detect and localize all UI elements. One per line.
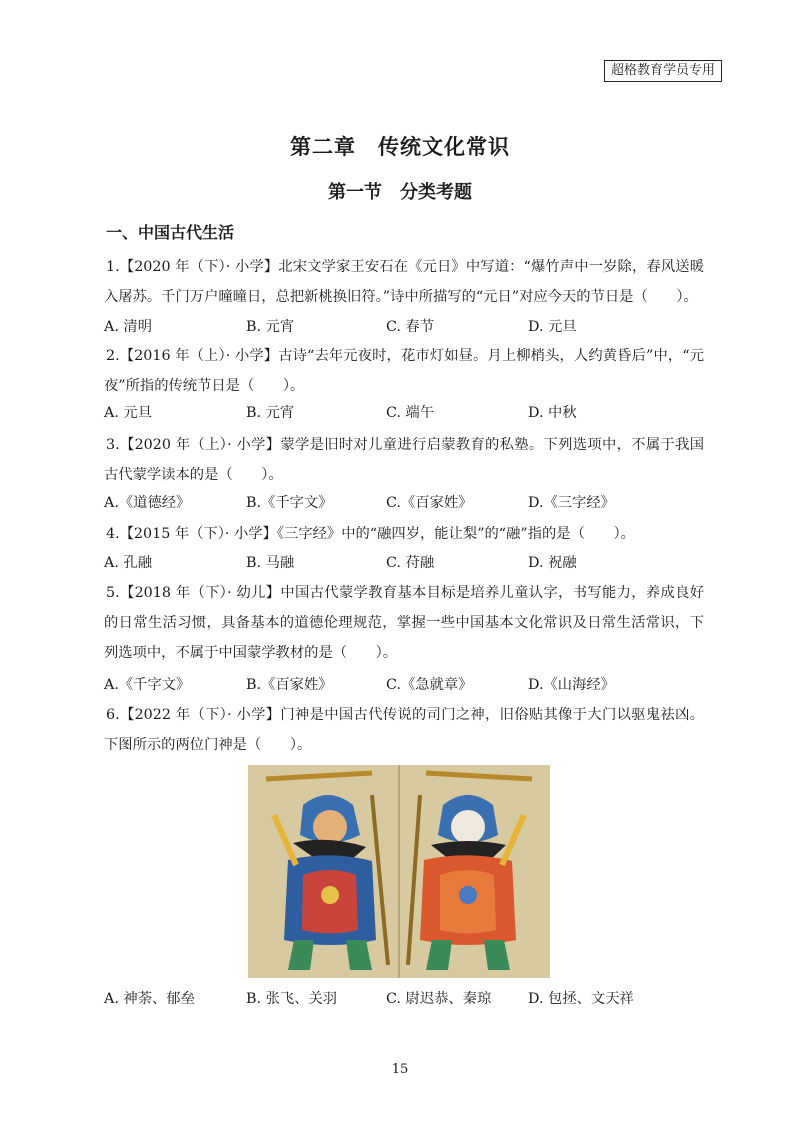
option-d: D. 元旦	[528, 319, 577, 335]
option-d: D. 祝融	[528, 555, 577, 571]
section-title: 第一节 分类考题	[328, 182, 472, 203]
option-a: A.《道德经》	[104, 495, 191, 511]
door-gods-illustration	[248, 765, 550, 978]
option-a: A.《千字文》	[104, 677, 191, 693]
option-b: B.《千字文》	[246, 495, 333, 511]
option-a: A. 清明	[104, 319, 153, 335]
question-5-options	[104, 670, 704, 700]
option-c: C. 端午	[386, 405, 435, 421]
chapter-title: 第二章 传统文化常识	[290, 134, 510, 159]
question-3-options	[104, 488, 704, 518]
option-a: A. 孔融	[104, 555, 153, 571]
question-4-options	[104, 548, 704, 578]
question-1-options	[104, 312, 704, 342]
question-1: 1.【2020 年（下）· 小学】北宋文学家王安石在《元日》中写道：“爆竹声中一岁除，春风送暖入屠苏。千门万户曈曈日，总把新桃换旧符。”诗中所描写的“元日”对应今天的节日是（ ）。	[104, 259, 704, 305]
option-c: C. 尉迟恭、秦琼	[386, 991, 492, 1007]
option-d: D.《山海经》	[528, 677, 615, 693]
question-6-options	[104, 984, 704, 1014]
page-number: 15	[391, 1062, 409, 1077]
option-d: D. 中秋	[528, 405, 577, 421]
question-2-options	[104, 398, 704, 428]
part-title: 一、中国古代生活	[106, 223, 235, 242]
option-a: A. 神荼、郁垒	[104, 991, 195, 1007]
option-c: C. 苻融	[386, 555, 435, 571]
option-c: C.《急就章》	[386, 677, 473, 693]
option-a: A. 元旦	[104, 405, 153, 421]
question-6: 6.【2022 年（下）· 小学】门神是中国古代传说的司门之神，旧俗贴其像于大门以驱鬼祛凶。下图所示的两位门神是（ ）。	[104, 707, 704, 753]
option-b: B. 马融	[246, 555, 295, 571]
option-b: B. 元宵	[246, 319, 295, 335]
exclusive-use-stamp: 超格教育学员专用	[604, 60, 722, 82]
option-b: B. 张飞、关羽	[246, 991, 338, 1007]
option-d: D.《三字经》	[528, 495, 615, 511]
question-4: 4.【2015 年（下）· 小学】《三字经》中的“融四岁，能让梨”的“融”指的是（ ）。	[106, 526, 635, 542]
question-2: 2.【2016 年（上）· 小学】古诗“去年元夜时，花市灯如昼。月上柳梢头，人约黄昏后”中，“元夜”所指的传统节日是（ ）。	[104, 348, 704, 394]
question-3: 3.【2020 年（上）· 小学】蒙学是旧时对儿童进行启蒙教育的私塾。下列选项中，不属于我国古代蒙学读本的是（ ）。	[104, 437, 704, 483]
option-c: C. 春节	[386, 319, 435, 335]
option-b: B.《百家姓》	[246, 677, 333, 693]
option-c: C.《百家姓》	[386, 495, 473, 511]
option-d: D. 包拯、文天祥	[528, 991, 634, 1007]
question-5: 5.【2018 年（下）· 幼儿】中国古代蒙学教育基本目标是培养儿童认字，书写能力，养成良好的日常生活习惯，具备基本的道德伦理规范，掌握一些中国基本文化常识及日常生活常识，下列选项中，不属于中国蒙学教材的是（ ）。	[104, 585, 704, 661]
option-b: B. 元宵	[246, 405, 295, 421]
door-gods-image	[248, 765, 550, 978]
